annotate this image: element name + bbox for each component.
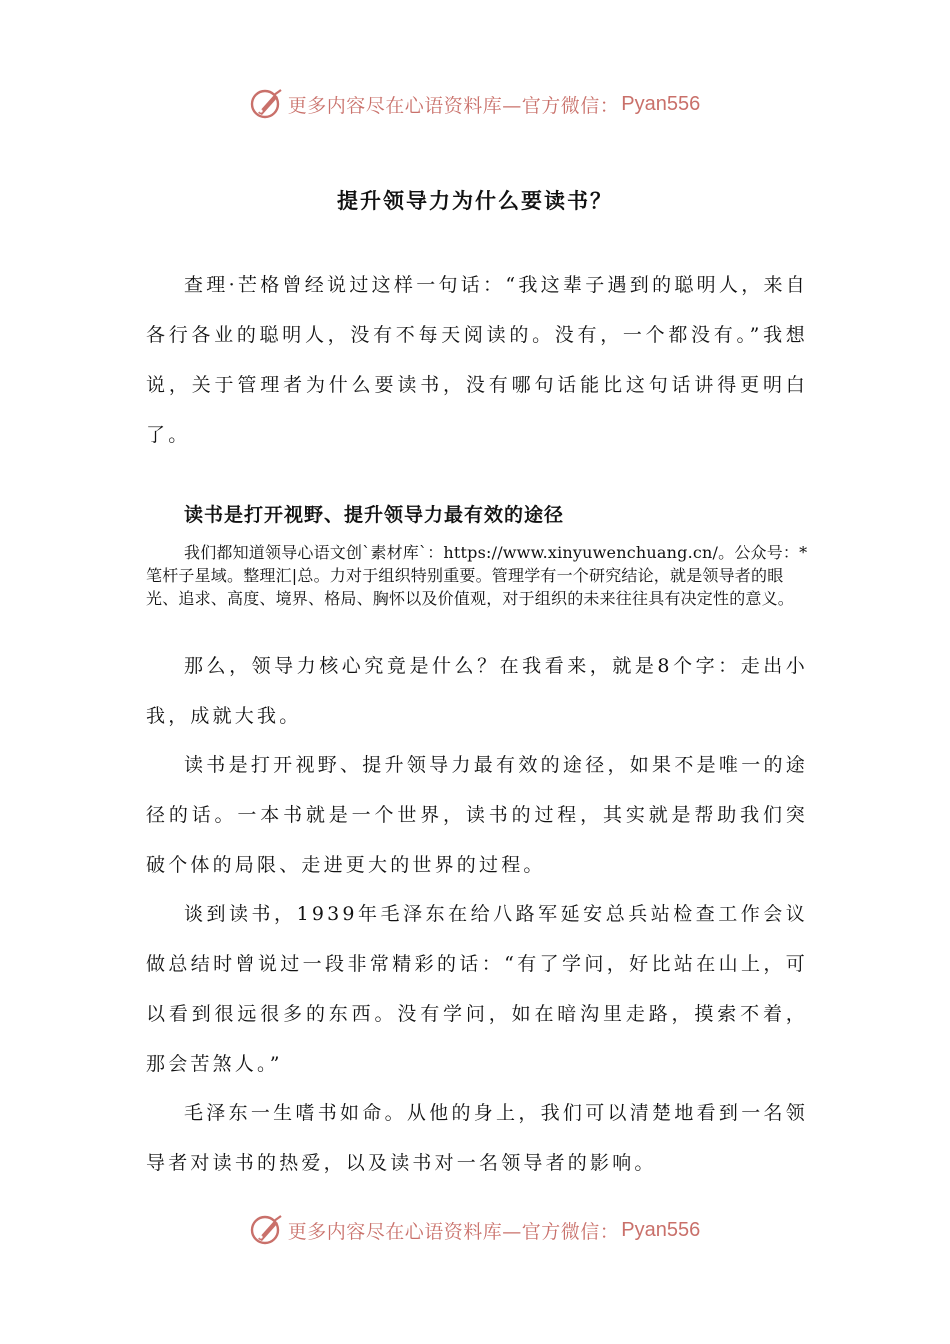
footer-banner [0,1210,950,1250]
section-heading: 读书是打开视野、提升领导力最有效的途径 [184,504,565,526]
paragraph-5: 谈到读书，1939年毛泽东在给八路军延安总兵站检查工作会议做总结时曾说过一段非常精彩的话：“有了学问，好比站在山上，可以看到很远很多的东西。没有学问，如在暗沟里走路，摸索不着，那会苦煞人。” [146,903,808,1075]
header-banner [0,84,950,124]
pen-logo-icon [250,1213,284,1247]
paragraph-3: 那么，领导力核心究竟是什么？在我看来，就是8个字：走出小我，成就大我。 [146,655,808,727]
paragraph-6: 毛泽东一生嗜书如命。从他的身上，我们可以清楚地看到一名领导者对读书的热爱，以及读书对一名领导者的影响。 [146,1102,808,1174]
document-title: 提升领导力为什么要读书？ [337,188,613,213]
banner-text: 更多内容尽在心语资料库—官方微信： [287,1220,620,1243]
wechat-id: Pyan556 [621,92,701,115]
pen-logo-icon [250,87,284,121]
banner-text: 更多内容尽在心语资料库—官方微信： [287,94,620,117]
wechat-id: Pyan556 [621,1218,701,1241]
paragraph-1: 查理·芒格曾经说过这样一句话：“我这辈子遇到的聪明人，来自各行各业的聪明人，没有不每天阅读的。没有，一个都没有。”我想说，关于管理者为什么要读书，没有哪句话能比这句话讲得更明白了。 [146,274,808,446]
paragraph-2: 我们都知道领导心语文创`素材库`：https://www.xinyuwenchuang.cn/。公众号：*笔杆子星域。整理汇|总。力对于组织特别重要。管理学有一个研究结论，就是领导者的眼光、追求、高度、境界、格局、胸怀以及价值观，对于组织的未来往往具有决定性的意义。 [146,543,808,608]
paragraph-4: 读书是打开视野、提升领导力最有效的途径，如果不是唯一的途径的话。一本书就是一个世界，读书的过程，其实就是帮助我们突破个体的局限、走进更大的世界的过程。 [146,754,808,876]
